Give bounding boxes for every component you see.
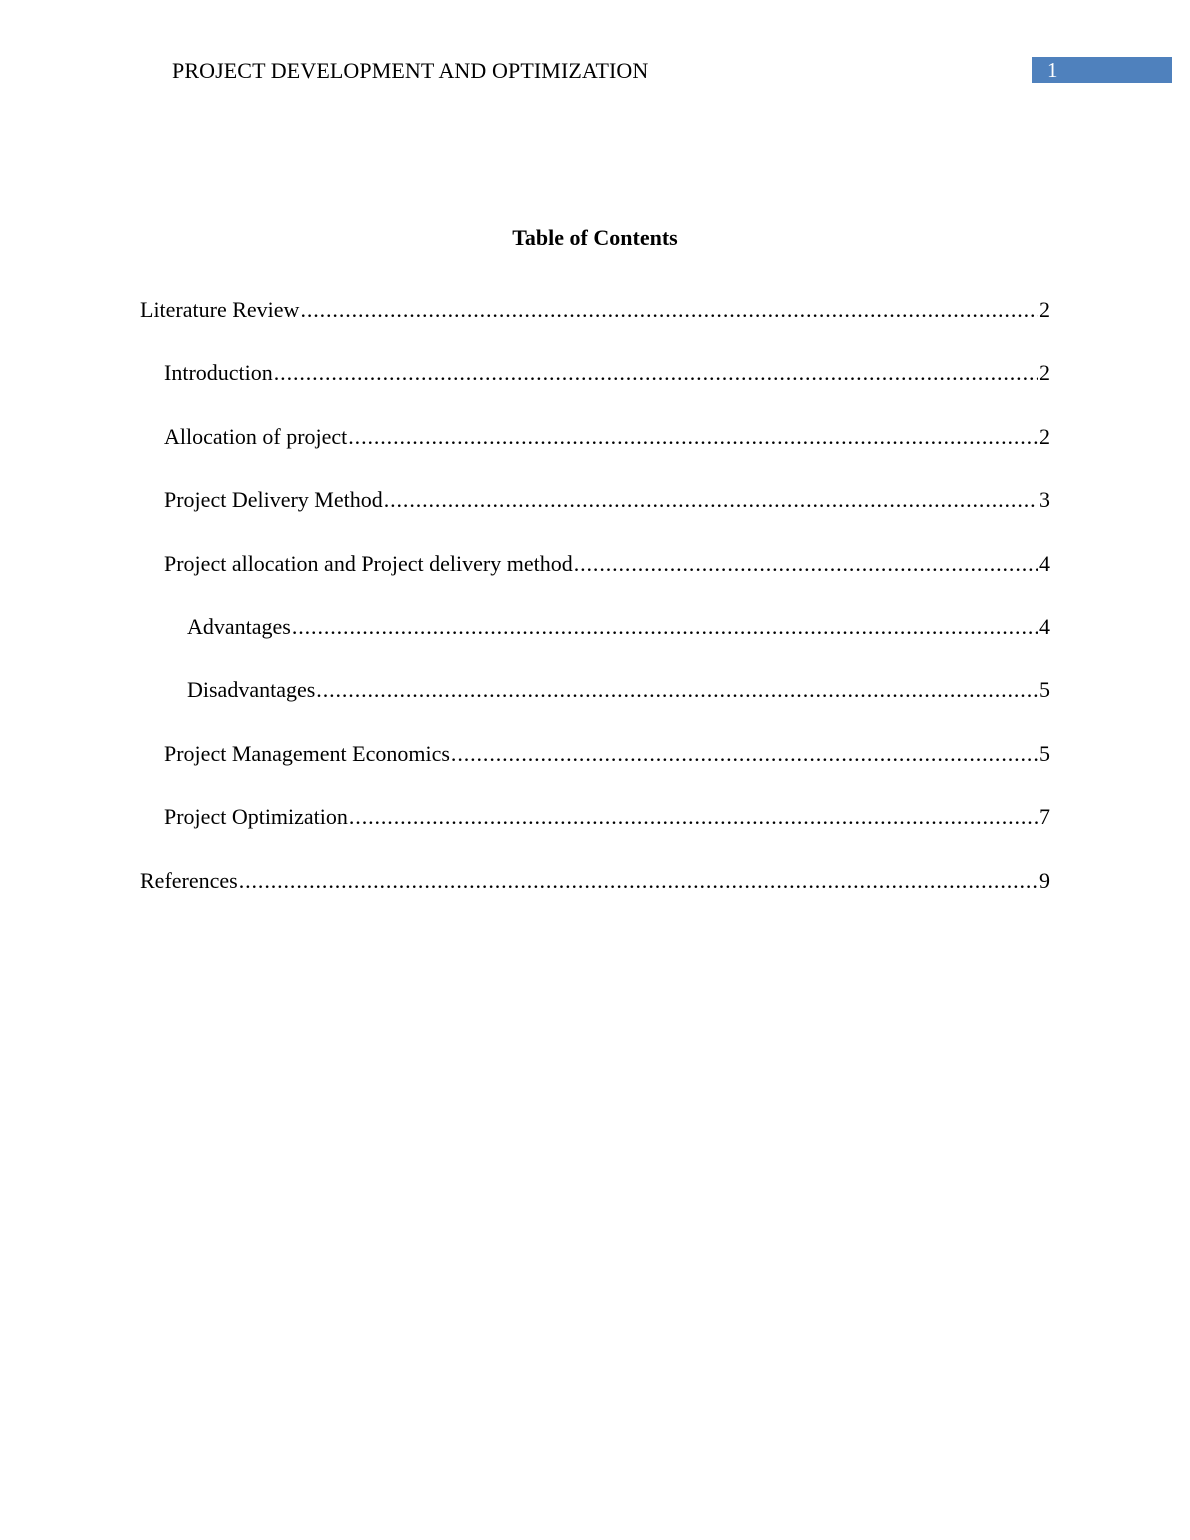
toc-entry-text: Allocation of project bbox=[164, 423, 348, 449]
page-number-badge bbox=[1032, 57, 1172, 83]
toc-entry-page: 3 bbox=[1039, 487, 1050, 513]
toc-dot-leader bbox=[348, 423, 1038, 451]
toc-entry-text: Advantages bbox=[187, 613, 291, 639]
toc-dot-leader bbox=[300, 296, 1038, 324]
toc-entry-project-delivery-method[interactable] bbox=[140, 486, 1050, 549]
toc-entry-allocation-of-project[interactable] bbox=[140, 423, 1050, 486]
toc-entry-text: Introduction bbox=[164, 360, 273, 386]
toc-entry-text: Literature Review bbox=[140, 297, 300, 322]
toc-dot-leader bbox=[574, 550, 1038, 578]
toc-entry-references[interactable] bbox=[140, 867, 1050, 930]
toc-entry-project-management-economics[interactable] bbox=[140, 740, 1050, 803]
toc-entry-project-allocation-and-delivery[interactable] bbox=[140, 550, 1050, 613]
toc-entry-disadvantages[interactable] bbox=[140, 676, 1050, 739]
toc-entry-introduction[interactable] bbox=[140, 359, 1050, 422]
toc-dot-leader bbox=[384, 486, 1038, 514]
toc-heading: Table of Contents bbox=[512, 225, 678, 250]
toc-dot-leader bbox=[451, 740, 1038, 768]
toc-entry-page: 2 bbox=[1039, 297, 1050, 322]
toc-entry-page: 4 bbox=[1039, 613, 1050, 639]
toc-entry-page: 5 bbox=[1039, 740, 1050, 766]
toc-entry-page: 2 bbox=[1039, 360, 1050, 386]
toc-entry-literature-review[interactable] bbox=[140, 296, 1050, 359]
toc-entry-project-optimization[interactable] bbox=[140, 803, 1050, 866]
table-of-contents bbox=[140, 296, 1050, 930]
toc-dot-leader bbox=[292, 613, 1038, 641]
toc-dot-leader bbox=[349, 803, 1038, 831]
running-head-title: PROJECT DEVELOPMENT AND OPTIMIZATION bbox=[172, 58, 649, 83]
toc-entry-text: Project allocation and Project delivery method bbox=[164, 550, 573, 576]
toc-dot-leader bbox=[239, 867, 1038, 895]
toc-entry-advantages[interactable] bbox=[140, 613, 1050, 676]
toc-entry-page: 2 bbox=[1039, 423, 1050, 449]
toc-dot-leader bbox=[274, 359, 1038, 387]
toc-entry-page: 4 bbox=[1039, 550, 1050, 576]
toc-entry-text: References bbox=[140, 867, 238, 893]
toc-dot-leader bbox=[316, 676, 1038, 704]
toc-entry-text: Project Optimization bbox=[164, 804, 348, 830]
toc-entry-text: Project Management Economics bbox=[164, 740, 450, 766]
toc-entry-text: Disadvantages bbox=[187, 677, 316, 703]
toc-entry-text: Project Delivery Method bbox=[164, 487, 383, 513]
toc-entry-page: 9 bbox=[1039, 867, 1050, 893]
toc-entry-page: 7 bbox=[1039, 804, 1050, 830]
toc-entry-page: 5 bbox=[1039, 677, 1050, 703]
page-number: 1 bbox=[1047, 58, 1058, 82]
